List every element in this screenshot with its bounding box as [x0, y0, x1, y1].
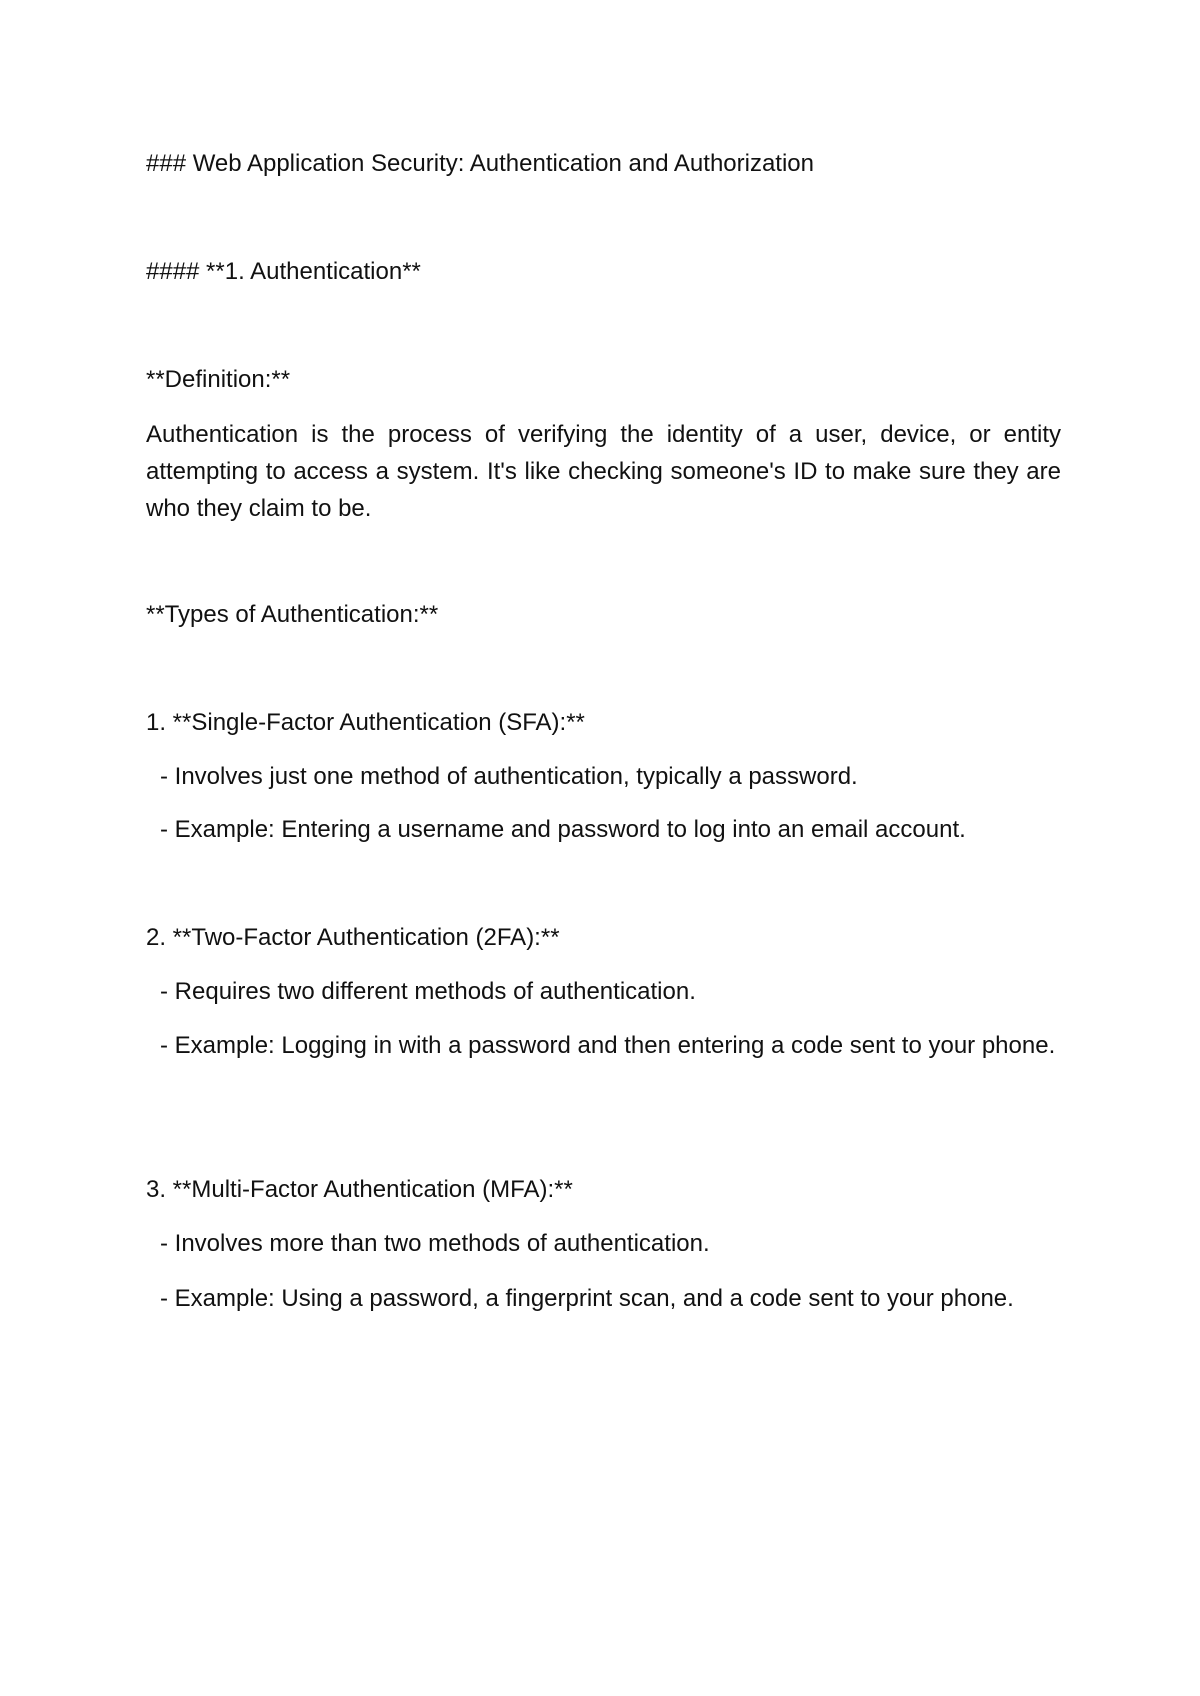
definition-label: **Definition:** [146, 366, 291, 393]
document-title: ### Web Application Security: Authentication and Authorization [146, 150, 815, 177]
list-item-heading: 1. **Single-Factor Authentication (SFA):** [146, 709, 585, 736]
list-item-detail: - Involves just one method of authentication, typically a password. [160, 763, 858, 790]
list-item-example: - Example: Logging in with a password and then entering a code sent to your phone. [160, 1032, 1056, 1059]
list-item-example: - Example: Using a password, a fingerprint scan, and a code sent to your phone. [160, 1285, 1014, 1312]
types-label: **Types of Authentication:** [146, 601, 439, 628]
list-item-detail: - Involves more than two methods of authentication. [160, 1230, 710, 1257]
list-item-example: - Example: Entering a username and password to log into an email account. [160, 816, 966, 843]
list-item-heading: 2. **Two-Factor Authentication (2FA):** [146, 924, 560, 951]
definition-paragraph: Authentication is the process of verifying the identity of a user, device, or entity attempting to access a system. It's like checking someone's ID to make sure they are who they claim to be. [146, 421, 1061, 522]
list-item-heading: 3. **Multi-Factor Authentication (MFA):** [146, 1176, 573, 1203]
list-item-detail: - Requires two different methods of authentication. [160, 978, 696, 1005]
section-heading: #### **1. Authentication** [146, 258, 421, 285]
